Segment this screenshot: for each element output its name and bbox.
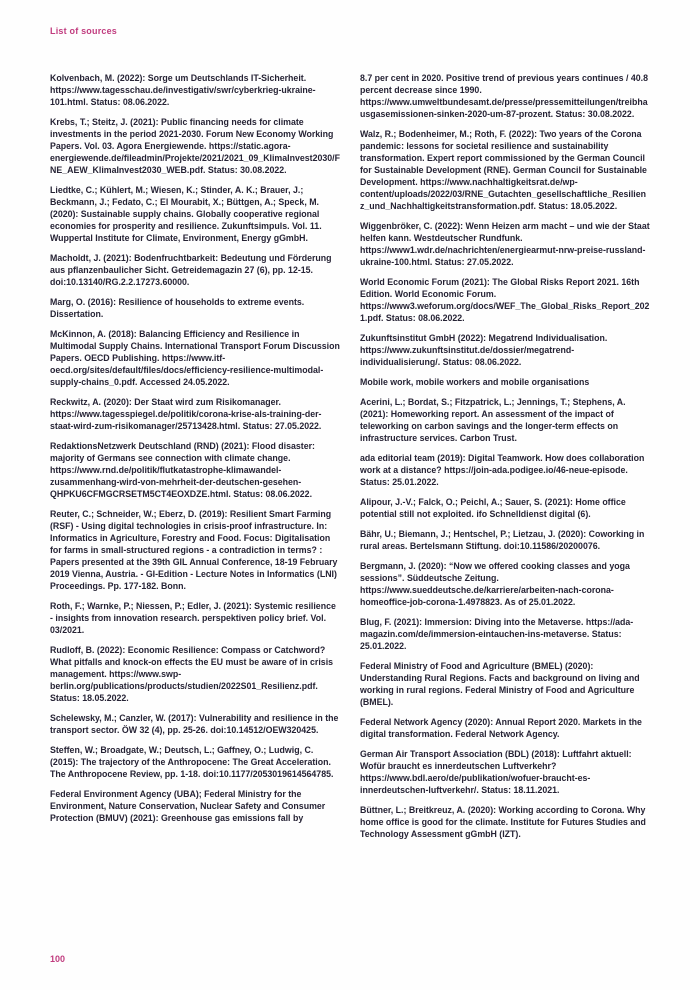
reference-entry: Walz, R.; Bodenheimer, M.; Roth, F. (2022): Two years of the Corona pandemic: lessons for societal resilience and sustainability transformation. Expert report commissioned by the German Council for Sustainable Development (RNE). German Council for Sustainable Development. https://www.nachhaltigkeitsrat.de/wp-content/uploads/2022/03/RNE_Gutachten_gesellschaftliche_Resilienz_und_Nachhaltigkeitstransformation.pdf. Status: 18.05.2022. (360, 129, 647, 211)
reference-entry: Liedtke, C.; Kühlert, M.; Wiesen, K.; Stinder, A. K.; Brauer, J.; Beckmann, J.; Fedato, C.; El Mourabit, X.; Büttgen, A.; Speck, M. (2020): Sustainable supply chains. Globally cooperative regional economies for prosperity and resilience. Zukunftsimpuls. Vol. 11. Wuppertal Institute for Climate, Environment, Energy gGmbH. (50, 185, 322, 243)
reference-entry: Kolvenbach, M. (2022): Sorge um Deutschlands IT-Sicherheit. https://www.tagesschau.de/investigativ/swr/cyberkrieg-ukraine-101.html. Status: 08.06.2022. (50, 73, 316, 107)
reference-entry: German Air Transport Association (BDL) (2018): Luftfahrt aktuell: Wofür braucht es innerdeutschen Luftverkehr? https://www.bdl.aero/de/publikation/wofuer-braucht-es-innerdeutschen-luftverkehr/. Status: 18.11.2021. (360, 749, 632, 795)
reference-entry: Rudloff, B. (2022): Economic Resilience: Compass or Catchword? What pitfalls and knock-on effects the EU must be aware of in crisis management. https://www.swp-berlin.org/publications/products/studien/2022S01_Resilienz.pdf. Status: 18.05.2022. (50, 645, 334, 703)
reference-entry: Macholdt, J. (2021): Bodenfruchtbarkeit: Bedeutung und Förderung aus pflanzenbaulicher Sicht. Getreidemagazin 27 (6), pp. 12-15. doi:10.13140/RG.2.2.17273.60000. (50, 253, 332, 287)
reference-entry: Blug, F. (2021): Immersion: Diving into the Metaverse. https://ada-magazin.com/de/immersion-eintauchen-ins-metaverse. Status: 25.01.2022. (360, 617, 634, 651)
references-column-left (50, 72, 340, 832)
reference-entry: Federal Ministry of Food and Agriculture (BMEL) (2020): Understanding Rural Regions. Facts and background on living and working in rural regions. Federal Ministry of Food and Agriculture (BMEL). (360, 661, 640, 707)
reference-entry: Roth, F.; Warnke, P.; Niessen, P.; Edler, J. (2021): Systemic resilience - insights from innovation research. perspektiven policy brief. Vol. 03/2021. (50, 601, 336, 635)
reference-entry: Büttner, L.; Breitkreuz, A. (2020): Working according to Corona. Why home office is good for the climate. Institute for Futures Studies and Technology Assessment gGmbH (IZT). (360, 805, 646, 839)
references-columns (50, 72, 650, 848)
reference-entry: Krebs, T.; Steitz, J. (2021): Public financing needs for climate investments in the period 2021-2030. Forum New Economy Working Papers. Vol. 03. Agora Energiewende. https://static.agora-energiewende.de/fileadmin/Projekte/2021/2021_09_KlimaInvest2030/FNE_AEW_KlimaInvest2030_WEB.pdf. Status: 30.08.2022. (50, 117, 340, 175)
page-number: 100 (50, 954, 66, 964)
page-header (50, 26, 117, 36)
reference-entry: Steffen, W.; Broadgate, W.; Deutsch, L.; Gaffney, O.; Ludwig, C. (2015): The trajectory of the Anthropocene: The Great Acceleration. The Anthropocene Review, pp. 1-18. doi:10.1177/2053019614564785. (50, 745, 334, 779)
reference-entry: 8.7 per cent in 2020. Positive trend of previous years continues / 40.8 percent decrease since 1990. https://www.umweltbundesamt.de/presse/pressemitteilungen/treibhausgasemissionen-sinken-2020-um-87-prozent. Status: 30.08.2022. (360, 73, 648, 119)
reference-entry: ada editorial team (2019): Digital Teamwork. How does collaboration work at a distance? https://join-ada.podigee.io/46-neue-episode. Status: 25.01.2022. (360, 453, 645, 487)
reference-entry: Marg, O. (2016): Resilience of households to extreme events. Dissertation. (50, 297, 305, 319)
reference-entry: RedaktionsNetzwerk Deutschland (RND) (2021): Flood disaster: majority of Germans see connection with climate change. https://www.rnd.de/politik/flutkatastrophe-klimawandel-zusammenhang-wird-von-mehrheit-der-deutschen-gesehen-QHPKU6CFMGCRSETM5CT4EOXDZE.html. Status: 08.06.2022. (50, 441, 315, 499)
reference-entry: Bähr, U.; Biemann, J.; Hentschel, P.; Lietzau, J. (2020): Coworking in rural areas. Bertelsmann Stiftung. doi:10.11586/20200076. (360, 529, 645, 551)
reference-entry: Schelewsky, M.; Canzler, W. (2017): Vulnerability and resilience in the transport sector. ÖW 32 (4), pp. 25-26. doi:10.14512/OEW320425. (50, 713, 339, 735)
references-column-right (360, 72, 650, 848)
reference-entry: Federal Environment Agency (UBA); Federal Ministry for the Environment, Nature Conservation, Nuclear Safety and Consumer Protection (BMUV) (2021): Greenhouse gas emissions fall by (50, 789, 326, 823)
reference-entry: Acerini, L.; Bordat, S.; Fitzpatrick, L.; Jennings, T.; Stephens, A. (2021): Homeworking report. An assessment of the impact of teleworking on carbon savings and the longer-term effects on infrastructure services. Carbon Trust. (360, 397, 626, 443)
reference-entry: World Economic Forum (2021): The Global Risks Report 2021. 16th Edition. World Economic Forum. https://www3.weforum.org/docs/WEF_The_Global_Risks_Report_2021.pdf. Status: 08.06.2022. (360, 277, 650, 323)
section-heading: Mobile work, mobile workers and mobile organisations (360, 377, 590, 387)
reference-entry: Zukunftsinstitut GmbH (2022): Megatrend Individualisation. https://www.zukunftsinstitut.de/dossier/megatrend-individualisierung/. Status: 08.06.2022. (360, 333, 608, 367)
reference-entry: Wiggenbröker, C. (2022): Wenn Heizen arm macht – und wie der Staat helfen kann. Westdeutscher Rundfunk. https://www1.wdr.de/nachrichten/energiearmut-nrw-preise-russland-ukraine-100.html. Status: 27.05.2022. (360, 221, 650, 267)
reference-entry: Bergmann, J. (2020): “Now we offered cooking classes and yoga sessions”. Süddeutsche Zeitung. https://www.sueddeutsche.de/karriere/arbeiten-nach-corona-homeoffice-job-corona-1.4978823. As of 25.01.2022. (360, 561, 630, 607)
reference-entry: Alipour, J.-V.; Falck, O.; Peichl, A.; Sauer, S. (2021): Home office potential still not exploited. ifo Schnelldienst digital (6). (360, 497, 626, 519)
reference-entry: Reuter, C.; Schneider, W.; Eberz, D. (2019): Resilient Smart Farming (RSF) - Using digital technologies in crisis-proof infrastructure. In: Informatics in Agriculture, Forestry and Food. Focus: Digitalisation for farms in small-structured regions - a contradiction in terms? : Papers presented at the 39th GIL Annual Conference, 18-19 February 2019 Vienna, Austria. - GI-Edition - Lecture Notes in Informatics (LNI) Proceedings. Pp. 177-182. Bonn. (50, 509, 338, 591)
page-header-title: List of sources (50, 26, 118, 36)
reference-entry: McKinnon, A. (2018): Balancing Efficiency and Resilience in Multimodal Supply Chains. International Transport Forum Discussion Papers. OECD Publishing. https://www.itf-oecd.org/sites/default/files/docs/efficiency-resilience-multimodal-supply-chains_0.pdf. Accessed 24.05.2022. (50, 329, 340, 387)
reference-entry: Reckwitz, A. (2020): Der Staat wird zum Risikomanager. https://www.tagesspiegel.de/politik/corona-krise-als-training-der-staat-wird-zum-risikomanager/25713428.html. Status: 27.05.2022. (50, 397, 322, 431)
reference-entry: Federal Network Agency (2020): Annual Report 2020. Markets in the digital transformation. Federal Network Agency. (360, 717, 642, 739)
